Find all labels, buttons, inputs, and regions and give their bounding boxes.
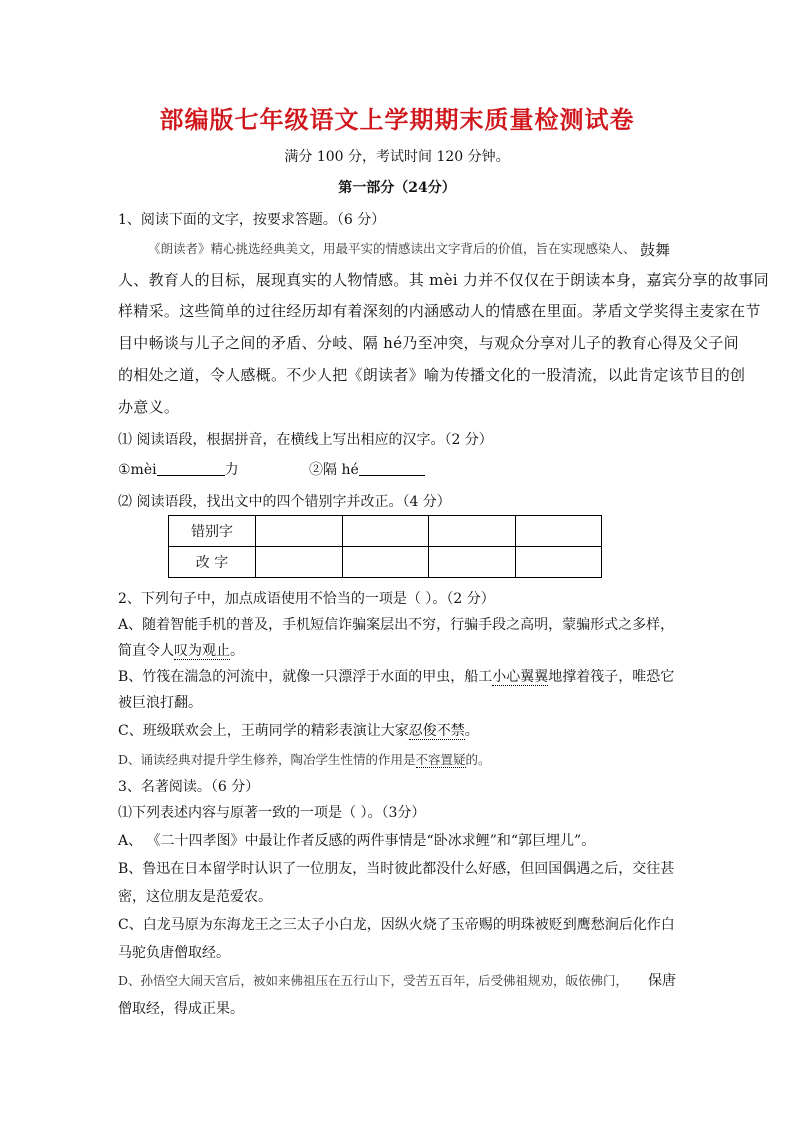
- answer-suffix: 力: [224, 462, 239, 478]
- text-segment: 的。: [465, 752, 491, 767]
- answer-cell[interactable]: [429, 547, 516, 578]
- text-segment: C、班级联欢会上，王萌同学的精彩表演让大家: [118, 723, 409, 739]
- q3-option-c: C、白龙马原为东海龙王之三太子小白龙，因纵火烧了玉帝赐的明珠被贬到鹰愁涧后化作白: [118, 917, 675, 933]
- row-header-corrections: 改 字: [169, 547, 256, 578]
- answer-cell[interactable]: [256, 547, 343, 578]
- q1-sub1-prompt: ⑴ 阅读语段，根据拼音，在横线上写出相应的汉字。（2 分）: [118, 432, 493, 448]
- q3-option-d-cont: 僧取经，得成正果。: [118, 1001, 244, 1017]
- q2-option-d: [118, 750, 491, 768]
- answer-cell[interactable]: [256, 516, 343, 547]
- row-header-typos: 错别字: [169, 516, 256, 547]
- q1-passage-line: 的相处之道，令人感概。不少人把《朗读者》喻为传播文化的一股清流，以此肯定该节目的创: [118, 366, 746, 384]
- q3-option-d: D、孙悟空大闹天宫后，被如来佛祖压在五行山下，受苦五百年，后受佛祖规劝，皈依佛门，: [118, 973, 629, 988]
- q1-sub2-prompt: ⑵ 阅读语段，找出文中的四个错别字并改正。（4 分）: [118, 494, 451, 510]
- q1-passage-line: 人、教育人的目标，展现真实的人物情感。其 mèi 力并不仅仅在于朗读本身，嘉宾分享的故事同: [118, 271, 769, 289]
- q3-option-b: B、鲁迅在日本留学时认识了一位朋友，当时彼此都没什么好感，但回国偶遇之后，交往甚: [118, 861, 675, 877]
- q2-option-a: A、随着智能手机的普及，手机短信诈骗案层出不穷，行骗手段之高明，蒙骗形式之多样，: [118, 617, 675, 633]
- q1-passage-line: 样精采。这些简单的过往经历却有着深刻的内涵感动人的情感在里面。茅盾文学奖得主麦家在节: [118, 302, 761, 320]
- q1-sub1-answer-b: [309, 459, 425, 479]
- q3-option-c-cont: 马驼负唐僧取经。: [118, 945, 230, 961]
- q2-option-b: [118, 666, 674, 686]
- pinyin-label: ①mèi: [118, 462, 157, 478]
- dotted-idiom: 小心翼翼: [492, 669, 549, 685]
- q3-option-a: A、 《二十四孝图》中最让作者反感的两件事情是“卧冰求鲤”和“郭巨埋儿”。: [118, 833, 596, 849]
- answer-cell[interactable]: [515, 547, 602, 578]
- q3-sub1-prompt: ⑴下列表述内容与原著一致的一项是（ ）。（3分）: [118, 805, 426, 821]
- q2-option-a-cont: [118, 640, 244, 660]
- q1-sub1-answer-a: [118, 459, 239, 479]
- table-row: [169, 516, 602, 547]
- q1-passage-line: 鼓舞: [640, 241, 671, 259]
- answer-cell[interactable]: [515, 516, 602, 547]
- answer-blank[interactable]: [359, 461, 425, 476]
- typo-correction-table: [168, 515, 602, 578]
- text-segment: B、竹筏在湍急的河流中，就像一只漂浮于水面的甲虫，船工: [118, 669, 493, 685]
- q1-passage-line: 办意义。: [118, 398, 180, 416]
- q3-option-d-tail: 保唐: [648, 973, 676, 989]
- q2-heading: 2、下列句子中，加点成语使用不恰当的一项是（ ）。（2 分）: [118, 591, 495, 607]
- q2-option-c: [118, 720, 479, 740]
- pinyin-label: ②隔 hé: [309, 462, 359, 478]
- text-segment: 。: [230, 643, 244, 659]
- text-segment: 。: [464, 723, 479, 739]
- text-segment: 地撑着筏子，唯恐它: [548, 669, 675, 685]
- table-row: [169, 547, 602, 578]
- text-segment: 简直令人: [118, 643, 174, 659]
- dotted-idiom: 叹为观止: [174, 643, 230, 659]
- dotted-idiom: 不容置疑: [415, 752, 466, 767]
- page-title: 部编版七年级语文上学期期末质量检测试卷: [159, 106, 635, 134]
- q3-heading: 3、名著阅读。（6 分）: [118, 779, 260, 795]
- part-heading: 第一部分（24分）: [338, 180, 456, 196]
- exam-info: 满分 100 分，考试时间 120 分钟。: [284, 149, 510, 165]
- q1-passage-line: 《朗读者》精心挑选经典美文，用最平实的情感读出文字背后的价值，旨在实现感染人、: [148, 241, 636, 256]
- q1-passage-line: 目中畅谈与儿子之间的矛盾、分岐、隔 hé乃至冲突，与观众分享对儿子的教育心得及父子间: [118, 334, 739, 352]
- answer-blank[interactable]: [157, 461, 225, 476]
- answer-cell[interactable]: [429, 516, 516, 547]
- answer-cell[interactable]: [342, 547, 429, 578]
- dotted-idiom: 忍俊不禁: [408, 723, 465, 739]
- answer-cell[interactable]: [342, 516, 429, 547]
- q1-heading: 1、阅读下面的文字，按要求答题。（6 分）: [118, 212, 386, 228]
- text-segment: D、诵读经典对提升学生修养，陶冶学生性情的作用是: [118, 752, 416, 767]
- q2-option-b-cont: 被巨浪打翻。: [118, 695, 202, 711]
- q3-option-b-cont: 密，这位朋友是范爱农。: [118, 889, 272, 905]
